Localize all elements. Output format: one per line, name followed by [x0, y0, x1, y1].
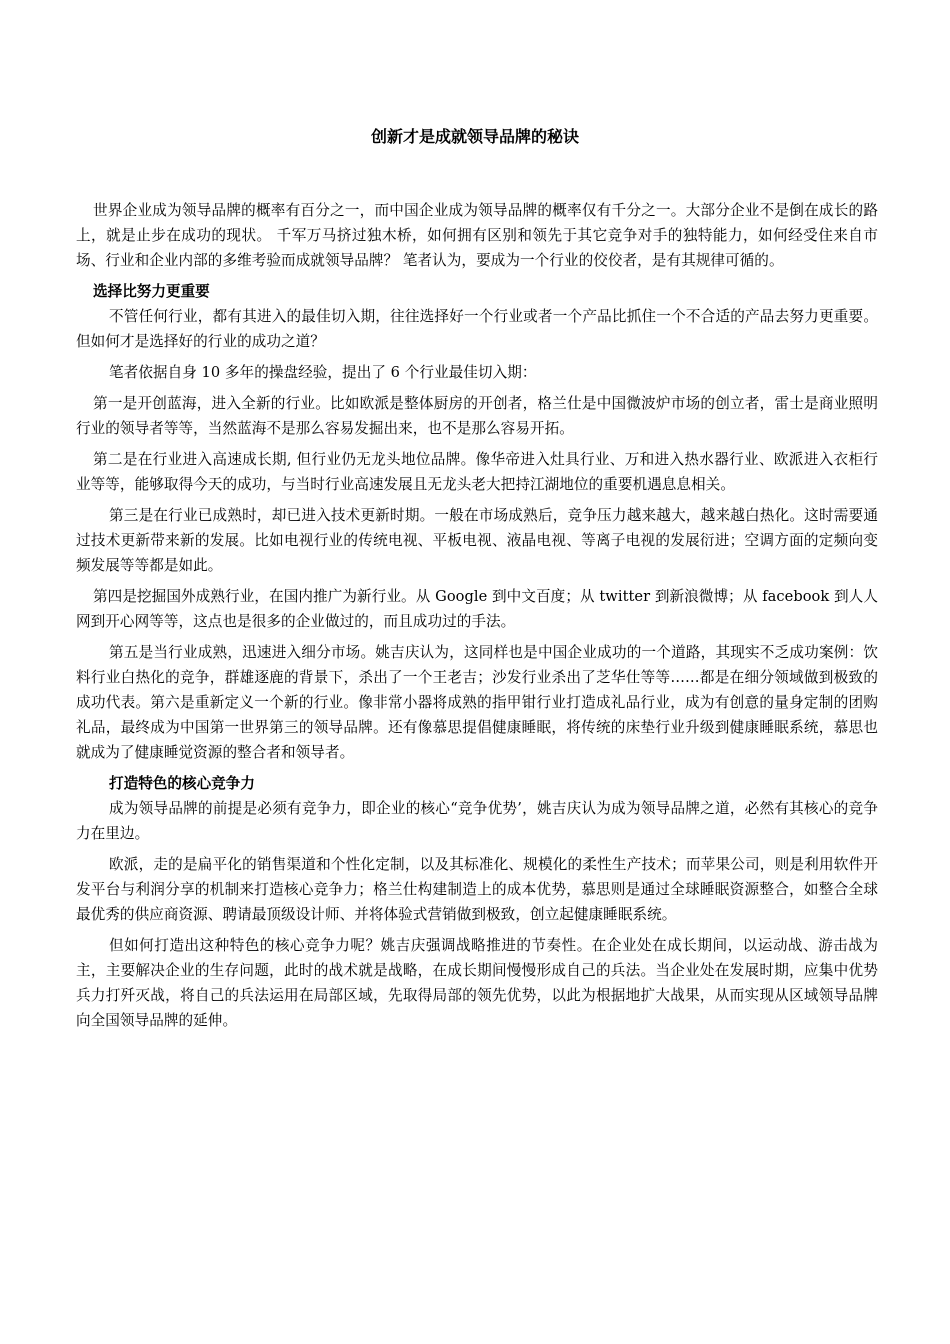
paragraph: 第一是开创蓝海，进入全新的行业。比如欧派是整体厨房的开创者，格兰仕是中国微波炉市场的创立者，雷士是商业照明行业的领导者等等，当然蓝海不是那么容易发掘出来，也不是那么容易开拓。: [76, 395, 878, 437]
paragraph: 第二是在行业进入高速成长期, 但行业仍无龙头地位品牌。像华帝进入灶具行业、万和进入热水器行业、欧派进入衣柜行业等等，能够取得今天的成功，与当时行业高速发展且无龙头老大把持江湖地位的重要机遇息息相关。: [76, 451, 878, 493]
paragraph: 笔者依据自身 10 多年的操盘经验，提出了 6 个行业最佳切入期：: [109, 364, 537, 381]
document-body: [76, 198, 878, 1033]
paragraph: 第四是挖掘国外成熟行业，在国内推广为新行业。从 Google 到中文百度；从 twitter 到新浪微博；从 facebook 到人人网到开心网等等，这点也是很多的企业做过的，而且成功过的手法。: [76, 588, 878, 630]
paragraph: 不管任何行业，都有其进入的最佳切入期，往往选择好一个行业或者一个产品比抓住一个不合适的产品去努力更重要。但如何才是选择好的行业的成功之道？: [76, 308, 878, 350]
paragraph: 欧派，走的是扁平化的销售渠道和个性化定制，以及其标准化、规模化的柔性生产技术；而苹果公司，则是利用软件开发平台与利润分享的机制来打造核心竞争力；格兰仕构建制造上的成本优势，慕思则是通过全球睡眠资源整合，如整合全球最优秀的供应商资源、聘请最顶级设计师、并将体验式营销做到极致，创立起健康睡眠系统。: [76, 856, 878, 923]
section-heading-choice: 选择比努力更重要: [93, 283, 210, 300]
paragraph: 第三是在行业已成熟时，却已进入技术更新时期。一般在市场成熟后，竞争压力越来越大，越来越白热化。这时需要通过技术更新带来新的发展。比如电视行业的传统电视、平板电视、液晶电视、等离子电视的发展衍进；空调方面的定频向变频发展等等都是如此。: [76, 507, 878, 574]
document-title: 创新才是成就领导品牌的秘诀: [370, 127, 579, 146]
intro-paragraph: 世界企业成为领导品牌的概率有百分之一，而中国企业成为领导品牌的概率仅有千分之一。大部分企业不是倒在成长的路上，就是止步在成功的现状。 千军万马挤过独木桥，如何拥有区别和领先于其它竞争对手的独特能力，如何经受住来自市场、行业和企业内部的多维考验而成就领导品牌？ 笔者认为，要成为一个行业的佼佼者，是有其规律可循的。: [76, 202, 878, 269]
paragraph: 但如何打造出这种特色的核心竞争力呢？姚吉庆强调战略推进的节奏性。在企业处在成长期间，以运动战、游击战为主，主要解决企业的生存问题，此时的战术就是战略，在成长期间慢慢形成自己的兵法。当企业处在发展时期，应集中优势兵力打歼灭战，将自己的兵法运用在局部区域，先取得局部的领先优势，以此为根据地扩大战果，从而实现从区域领导品牌向全国领导品牌的延伸。: [76, 937, 878, 1029]
section-heading-core-competence: 打造特色的核心竞争力: [109, 775, 255, 792]
paragraph: 第五是当行业成熟，迅速进入细分市场。姚吉庆认为，这同样也是中国企业成功的一个道路，其现实不乏成功案例：饮料行业白热化的竞争，群雄逐鹿的背景下，杀出了一个王老吉；沙发行业杀出了芝华仕等等……都是在细分领域做到极致的成功代表。第六是重新定义一个新的行业。像非常小器将成熟的指甲钳行业打造成礼品行业，成为有创意的量身定制的团购礼品，最终成为中国第一世界第三的领导品牌。还有像慕思提倡健康睡眠，将传统的床垫行业升级到健康睡眠系统，慕思也就成为了健康睡觉资源的整合者和领导者。: [76, 644, 878, 761]
paragraph: 成为领导品牌的前提是必须有竞争力，即企业的核心“竞争优势’，姚吉庆认为成为领导品牌之道，必然有其核心的竞争力在里边。: [76, 800, 878, 842]
